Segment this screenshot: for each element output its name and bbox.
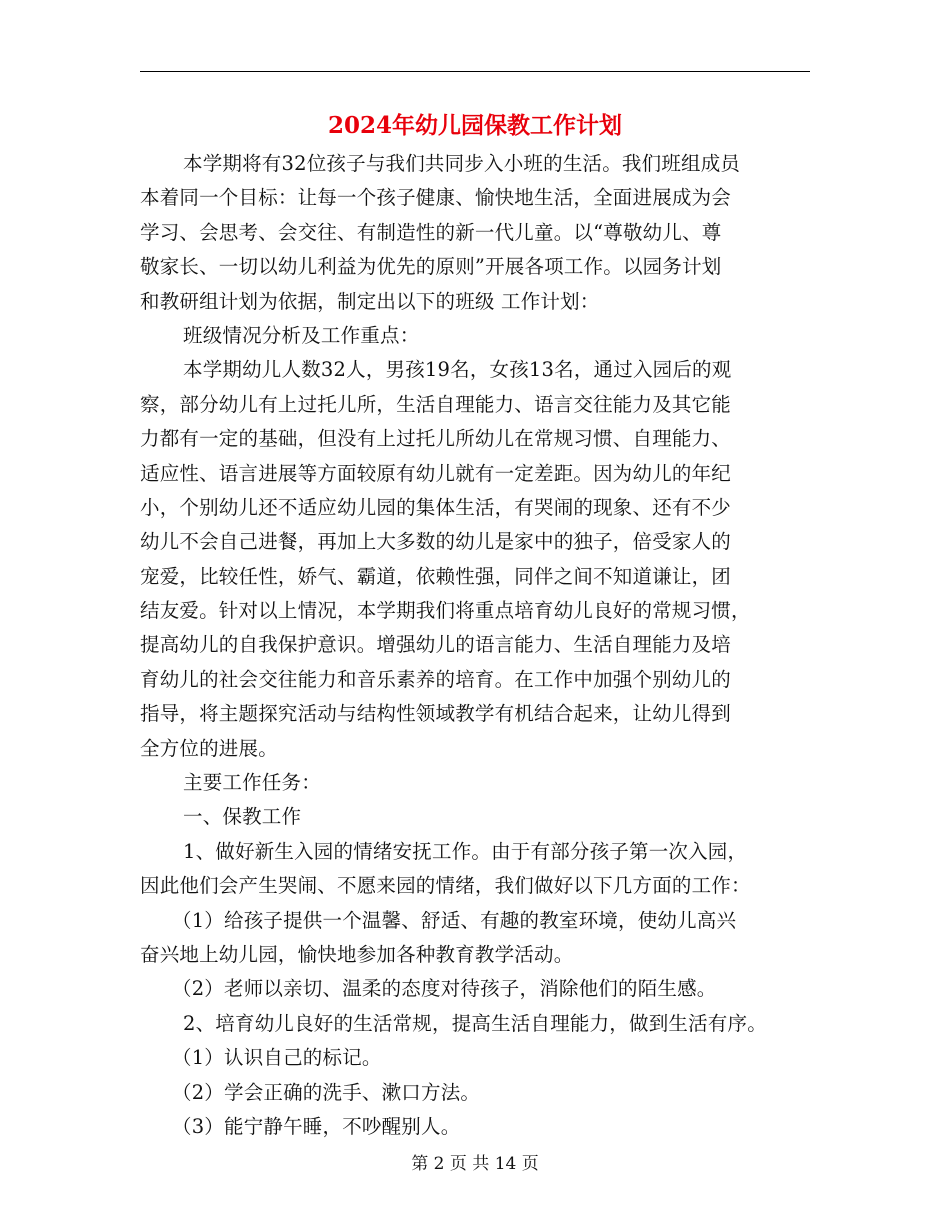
body-line: 幼儿不会自己进餐，再加上大多数的幼儿是家中的独子，倍受家人的: [140, 530, 732, 554]
body-line: 班级情况分析及工作重点：: [183, 323, 420, 347]
body-line: 小，个别幼儿还不适应幼儿园的集体生活，有哭闹的现象、还有不少: [140, 495, 732, 519]
body-line: （3）能宁静午睡，不吵醒别人。: [172, 1114, 461, 1138]
body-line: 力都有一定的基础，但没有上过托儿所幼儿在常规习惯、自理能力、: [140, 427, 732, 451]
body-line: （2）老师以亲切、温柔的态度对待孩子，消除他们的陌生感。: [172, 977, 717, 1001]
body-line: 1、做好新生入园的情绪安抚工作。由于有部分孩子第一次入园，: [183, 839, 748, 863]
body-line: 全方位的进展。: [140, 736, 278, 760]
body-line: 本着同一个目标：让每一个孩子健康、愉快地生活，全面进展成为会: [140, 186, 732, 210]
document-body: [140, 147, 820, 1144]
body-line: 2、培育幼儿良好的生活常规，提高生活自理能力，做到生活有序。: [183, 1011, 767, 1035]
body-line: 宠爱，比较任性，娇气、霸道，依赖性强，同伴之间不知道谦让，团: [140, 564, 732, 588]
body-line: 本学期将有32位孩子与我们共同步入小班的生活。我们班组成员: [183, 152, 741, 175]
header-rule: [140, 71, 810, 72]
page-number: 第 2 页 共 14 页: [411, 1154, 539, 1174]
body-line: 一、保教工作: [183, 805, 302, 829]
body-line: 因此他们会产生哭闹、不愿来园的情绪，我们做好以下几方面的工作：: [140, 874, 751, 898]
body-line: 适应性、语言进展等方面较原有幼儿就有一定差距。因为幼儿的年纪: [140, 461, 732, 485]
body-line: 学习、会思考、会交往、有制造性的新一代儿童。以“尊敬幼儿、尊: [140, 220, 722, 244]
document-title: 2024年幼儿园保教工作计划: [327, 112, 622, 139]
body-line: 育幼儿的社会交往能力和音乐素养的培育。在工作中加强个别幼儿的: [140, 667, 732, 691]
body-line: 察，部分幼儿有上过托儿所，生活自理能力、语言交往能力及其它能: [140, 392, 732, 416]
body-line: （2）学会正确的洗手、漱口方法。: [172, 1080, 481, 1104]
body-line: 结友爱。针对以上情况，本学期我们将重点培育幼儿良好的常规习惯，: [140, 599, 751, 623]
body-line: 敬家长、一切以幼儿利益为优先的原则”开展各项工作。以园务计划: [140, 255, 722, 279]
body-line: 主要工作任务：: [183, 771, 321, 795]
body-line: 指导，将主题探究活动与结构性领域教学有机结合起来，让幼儿得到: [140, 702, 732, 726]
body-line: （1）给孩子提供一个温馨、舒适、有趣的教室环境，使幼儿高兴: [172, 908, 737, 932]
body-line: 提高幼儿的自我保护意识。增强幼儿的语言能力、生活自理能力及培: [140, 633, 732, 657]
body-line: 奋兴地上幼儿园，愉快地参加各种教育教学活动。: [140, 942, 574, 966]
body-line: 和教研组计划为依据，制定出以下的班级 工作计划：: [140, 289, 600, 313]
body-line: 本学期幼儿人数32人，男孩19名，女孩13名，通过入园后的观: [183, 358, 732, 382]
body-line: （1）认识自己的标记。: [172, 1046, 382, 1070]
